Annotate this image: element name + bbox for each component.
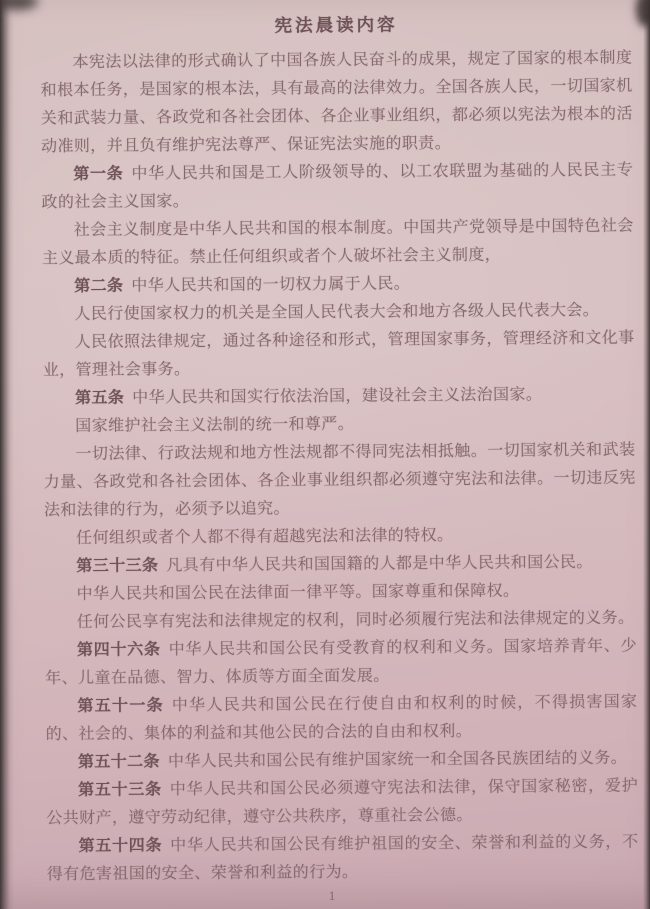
paragraph [42,213,634,274]
paragraph-text: 国家维护社会主义法制的统一和尊严。 [75,415,355,436]
paragraph-text: 人民依照法律规定，通过各种途径和形式，管理国家事务，管理经济和文化事业，管理社会事务。 [42,329,635,380]
paragraph-text: 任何公民享有宪法和法律规定的权利，同时必须履行宪法和法律规定的义务。 [76,609,635,632]
paragraph [43,437,636,526]
paragraph [46,829,638,890]
paragraph [41,157,633,218]
page-content [40,8,639,890]
paragraph [44,549,636,582]
paragraph-text: 中华人民共和国公民有维护祖国的安全、荣誉和利益的义务，不得有危害祖国的安全、荣誉和利益的行为。 [46,833,639,884]
paragraph-text: 中华人民共和国公民有受教育的权利和义务。国家培养青年、少年、儿童在品德、智力、体质等方面全面发展。 [45,637,638,688]
paragraph-text: 社会主义制度是中华人民共和国的根本制度。中国共产党领导是中国特色社会主义最本质的特征。禁止任何组织或者个人破坏社会主义制度， [41,217,634,268]
page-title: 宪法晨读内容 [274,14,398,36]
paragraph-text: 中华人民共和国公民必须遵守宪法和法律，保守国家秘密，爱护公共财产，遵守劳动纪律，遵守公共秩序，尊重社会公德。 [46,777,639,828]
paragraph [45,633,637,694]
photo-top-left-shadow [0,0,38,10]
page-number: 1 [328,888,336,903]
photo-right-edge-shadow [643,0,650,909]
photo-left-edge-shadow [0,0,14,909]
paragraph-text: 中华人民共和国实行依法治国，建设社会主义法治国家。 [132,386,543,407]
article-number: 第五十三条 [78,781,162,800]
paragraph-text: 中华人民共和国公民有维护国家统一和全国各民族团结的义务。 [167,749,628,771]
paragraph-text: 任何组织或者个人都不得有超越宪法和法律的特权。 [76,527,454,548]
article-number: 第五十二条 [77,753,160,772]
article-number: 第一条 [73,165,124,184]
paragraph [45,689,637,750]
article-number: 第二条 [74,277,124,296]
article-number: 第四十六条 [76,641,161,660]
paragraph [42,325,634,386]
article-number: 第五十四条 [78,837,163,856]
article-number: 第五条 [74,389,125,408]
paragraph-text: 一切法律、行政法规和地方性法规都不得同宪法相抵触。一切国家机关和武装力量、各政党和各社会团体、各企业事业组织都必须遵守宪法和法律。一切违反宪法和法律的行为，必须予以追究。 [43,441,636,520]
paragraph [40,45,633,162]
paragraph-text: 凡具有中华人民共和国国籍的人都是中华人民共和国公民。 [166,554,593,575]
article-number: 第三十三条 [76,557,159,576]
paragraph-text: 中华人民共和国公民在行使自由和权利的时候，不得损害国家的、社会的、集体的利益和其他公民的合法的自由和权利。 [45,693,638,744]
document-body [40,45,639,890]
paragraph-text: 中华人民共和国的一切权力属于人民。 [131,275,411,295]
photo-top-right-shadow [636,0,650,27]
paragraph-text: 中华人民共和国公民在法律面一律平等。国家尊重和保障权。 [76,582,520,604]
paragraph [46,773,638,834]
paragraph-text: 人民行使国家权力的机关是全国人民代表大会和地方各级人民代表大会。 [74,301,600,324]
paragraph-text: 本宪法以法律的形式确认了中国各族人民奋斗的成果，规定了国家的根本制度和根本任务，是国家的根本法，具有最高的法律效力。全国各族人民，一切国家机关和武装力量、各政党和各社会团体、各企业事业组织，都必须以宪法为根本的活动准则，并且负有维护宪法尊严、保证宪法实施的职责。 [40,49,633,156]
paragraph-text: 中华人民共和国是工人阶级领导的、以工农联盟为基础的人民民主专政的社会主义国家。 [41,161,634,212]
article-number: 第五十一条 [77,697,164,716]
